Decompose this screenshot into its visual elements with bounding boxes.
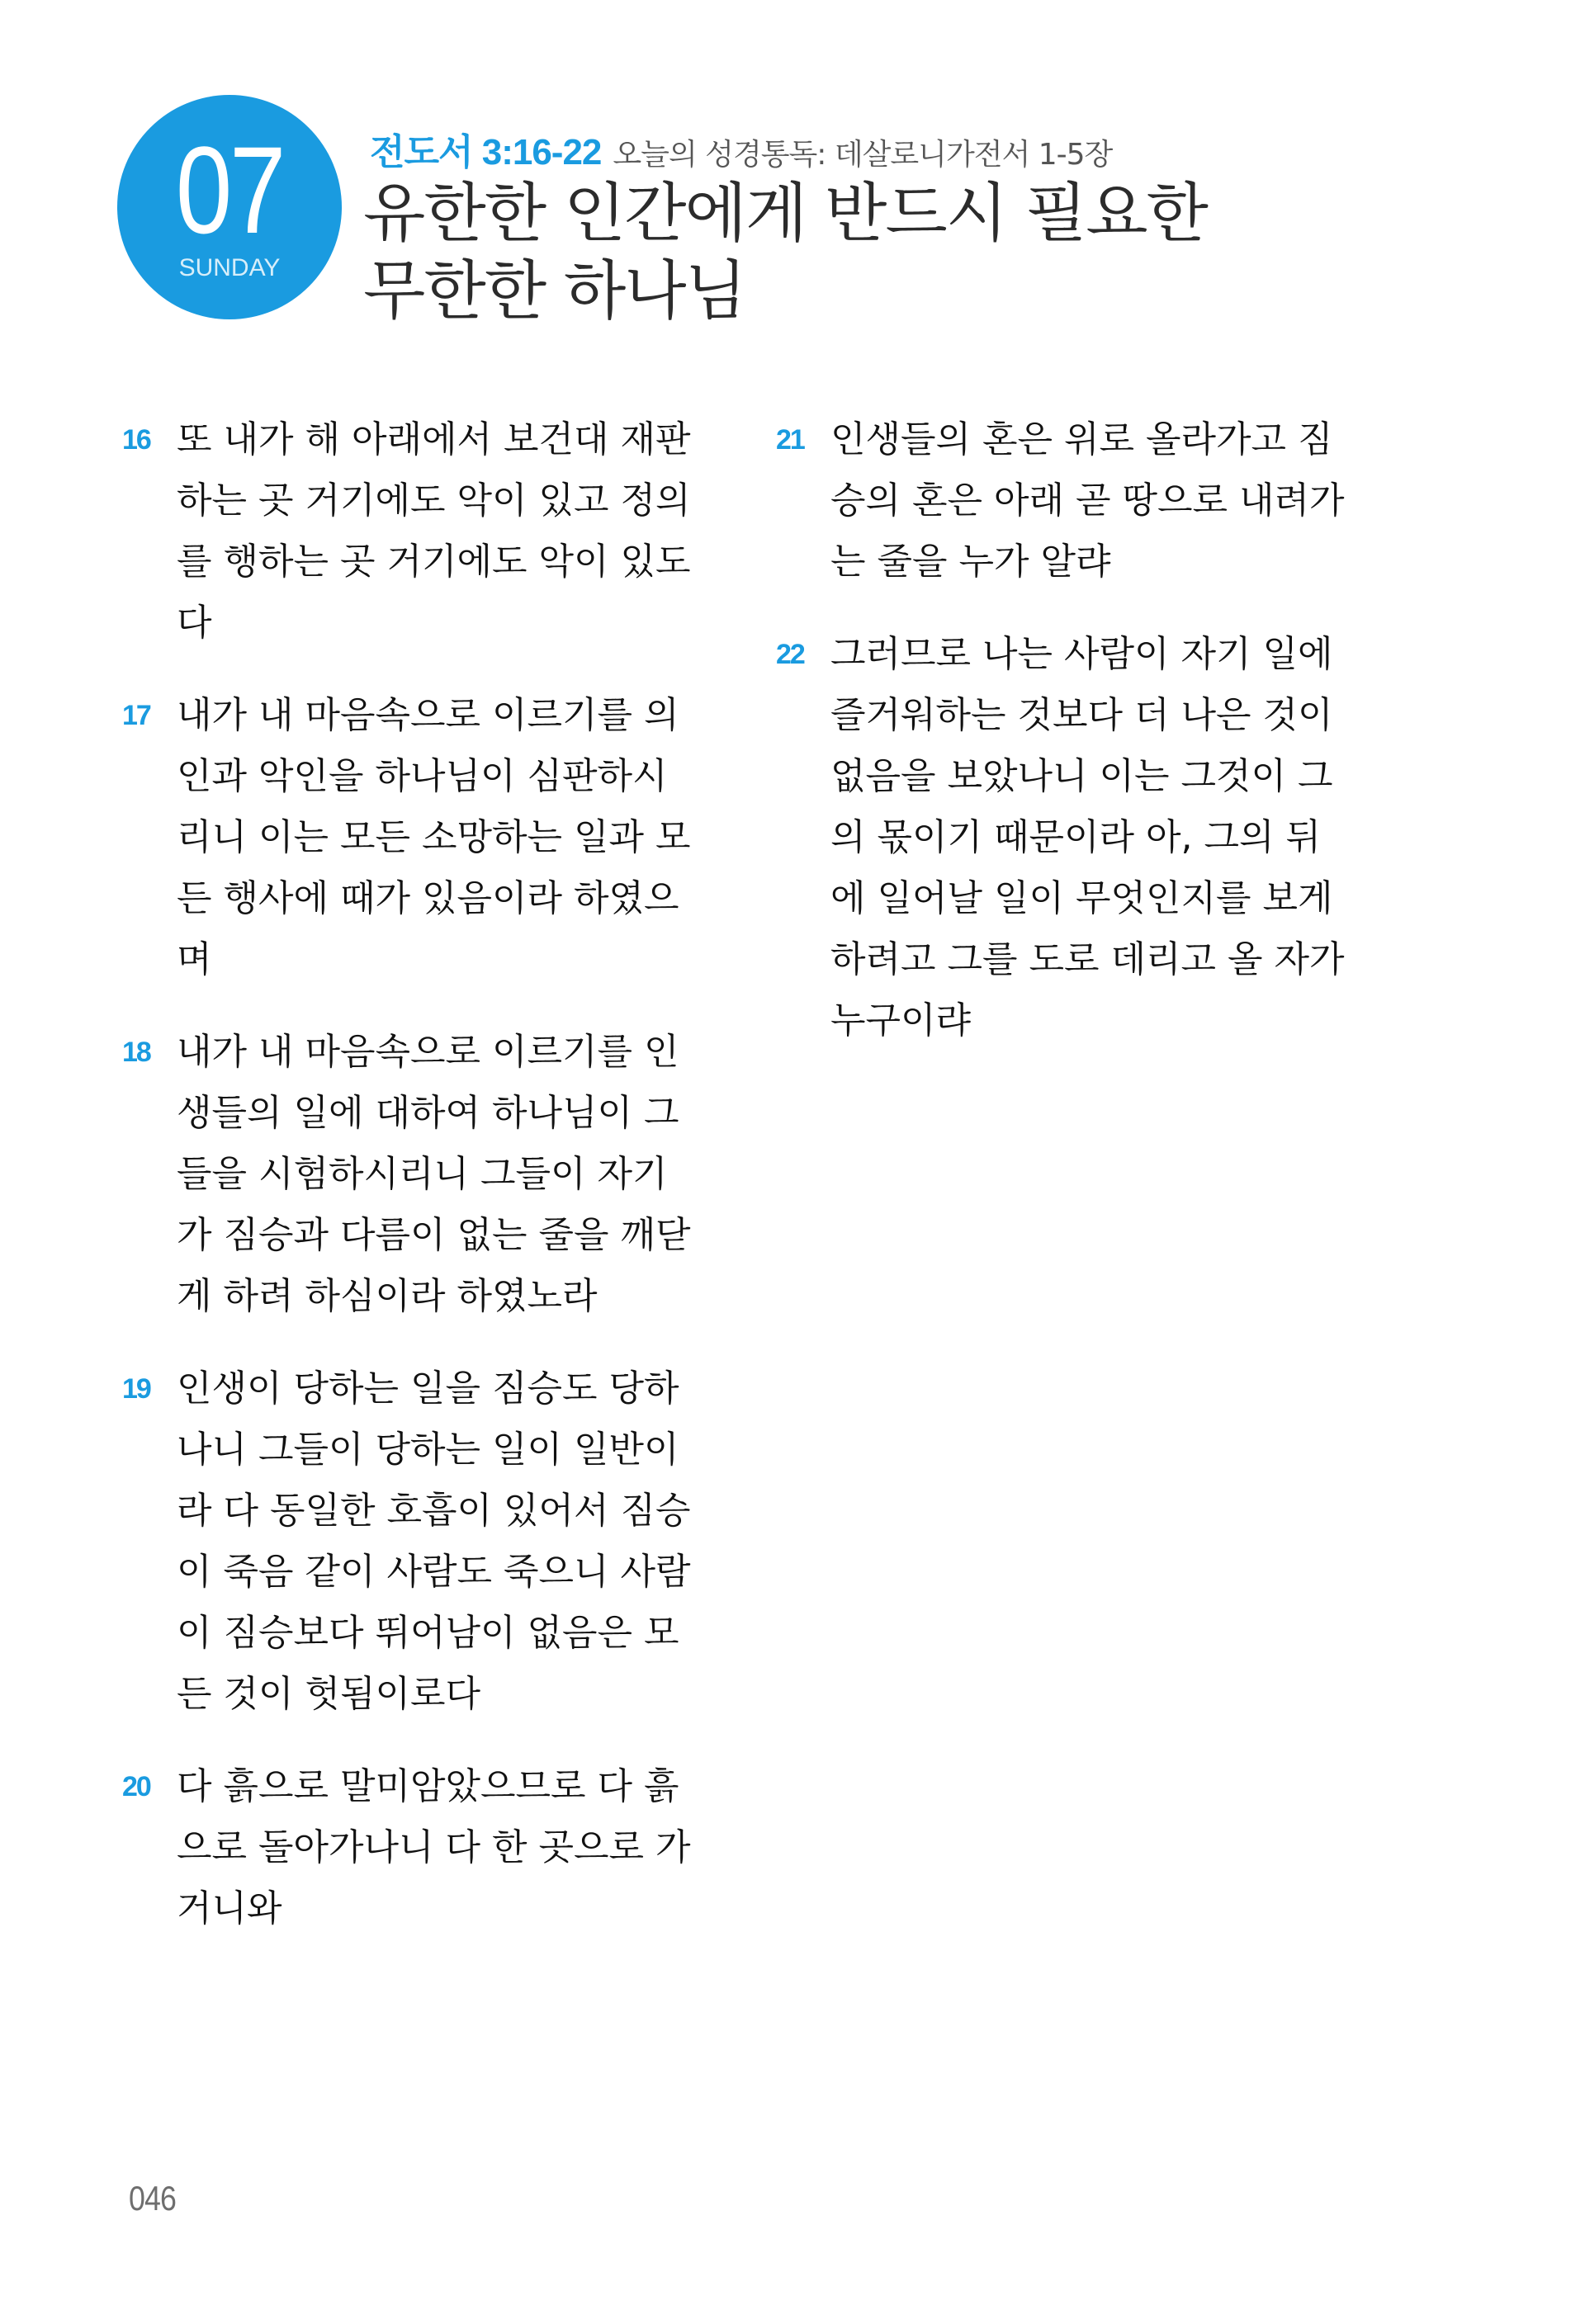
verse-line: 내가 내 마음속으로 이르기를 인 — [177, 1031, 679, 1073]
verse-line: 의 몫이기 때문이라 아, 그의 뒤 — [830, 816, 1321, 858]
verse-number: 18 — [122, 1037, 150, 1068]
verse-line: 또 내가 해 아래에서 보건대 재판 — [177, 418, 691, 461]
day-name: SUNDAY — [178, 254, 281, 281]
verse-line: 하려고 그를 도로 데리고 올 자가 — [830, 938, 1345, 980]
verse-line: 인생들의 혼은 위로 올라가고 짐 — [830, 418, 1333, 461]
verse-text — [177, 1756, 746, 1939]
verse-line: 리니 이는 모든 소망하는 일과 모 — [177, 816, 691, 858]
header-reference-line — [370, 122, 1112, 175]
day-number: 07 — [175, 120, 284, 259]
verse-number: 20 — [122, 1771, 150, 1802]
verse-19 — [122, 1358, 750, 1725]
verse-number: 22 — [776, 639, 804, 670]
verse-line: 으로 돌아가나니 다 한 곳으로 가 — [177, 1826, 691, 1868]
verse-18 — [122, 1022, 750, 1327]
verse-line: 이 짐승보다 뛰어남이 없음은 모 — [177, 1612, 679, 1654]
verse-line: 거니와 — [177, 1887, 282, 1930]
verse-line: 다 — [177, 602, 212, 644]
verse-line: 든 것이 헛됨이로다 — [177, 1673, 481, 1715]
verse-line: 라 다 동일한 호흡이 있어서 짐승 — [177, 1490, 691, 1532]
verse-line: 이 죽음 같이 사람도 죽으니 사람 — [177, 1551, 691, 1593]
verse-line: 며 — [177, 938, 212, 980]
verse-number: 16 — [122, 424, 150, 456]
verse-line: 인과 악인을 하나님이 심판하시 — [177, 755, 668, 797]
verse-22 — [776, 624, 1403, 1051]
page-title — [363, 175, 1207, 330]
verse-line: 에 일어날 일이 무엇인지를 보게 — [830, 877, 1333, 919]
verse-line: 즐거워하는 것보다 더 나은 것이 — [830, 694, 1333, 736]
verse-line: 를 행하는 곳 거기에도 악이 있도 — [177, 541, 691, 583]
verse-line: 들을 시험하시리니 그들이 자기 — [177, 1153, 668, 1195]
verse-line: 없음을 보았나니 이는 그것이 그 — [830, 755, 1333, 797]
verse-line: 인생이 당하는 일을 짐승도 당하 — [177, 1367, 679, 1410]
verse-text — [177, 409, 746, 654]
verse-line: 승의 혼은 아래 곧 땅으로 내려가 — [830, 479, 1345, 522]
right-column — [776, 409, 1403, 1083]
verse-17 — [122, 685, 750, 990]
title-line-1: 유한한 인간에게 반드시 필요한 — [363, 177, 1207, 251]
verse-text — [177, 1022, 746, 1327]
verse-line: 가 짐승과 다름이 없는 줄을 깨닫 — [177, 1214, 691, 1256]
verse-number: 17 — [122, 700, 150, 731]
verse-number: 19 — [122, 1373, 150, 1405]
verse-line: 는 줄을 누가 알랴 — [830, 541, 1111, 583]
verse-line: 그러므로 나는 사람이 자기 일에 — [830, 633, 1333, 675]
verse-text — [830, 624, 1400, 1051]
verse-text — [177, 685, 746, 990]
verse-text — [177, 1358, 746, 1725]
daily-reading: 오늘의 성경통독: 데살로니가전서 1-5장 — [613, 138, 1113, 172]
verse-21 — [776, 409, 1403, 593]
verse-line: 내가 내 마음속으로 이르기를 의 — [177, 694, 679, 736]
verse-line: 든 행사에 때가 있음이라 하였으 — [177, 877, 679, 919]
title-line-2: 무한한 하나님 — [363, 254, 745, 328]
day-badge — [117, 95, 342, 319]
verse-text — [830, 409, 1400, 593]
scripture-reference: 전도서 3:16-22 — [370, 132, 602, 172]
verse-line: 생들의 일에 대하여 하나님이 그 — [177, 1092, 679, 1134]
verse-line: 하는 곳 거기에도 악이 있고 정의 — [177, 479, 691, 522]
left-column — [122, 409, 750, 1971]
verse-line: 누구이랴 — [830, 999, 972, 1042]
verse-20 — [122, 1756, 750, 1939]
verse-number: 21 — [776, 424, 804, 456]
verse-line: 다 흙으로 말미암았으므로 다 흙 — [177, 1765, 679, 1807]
verse-16 — [122, 409, 750, 654]
verse-line: 게 하려 하심이라 하였노라 — [177, 1275, 598, 1317]
page-number: 046 — [129, 2179, 177, 2218]
verse-line: 나니 그들이 당하는 일이 일반이 — [177, 1429, 679, 1471]
